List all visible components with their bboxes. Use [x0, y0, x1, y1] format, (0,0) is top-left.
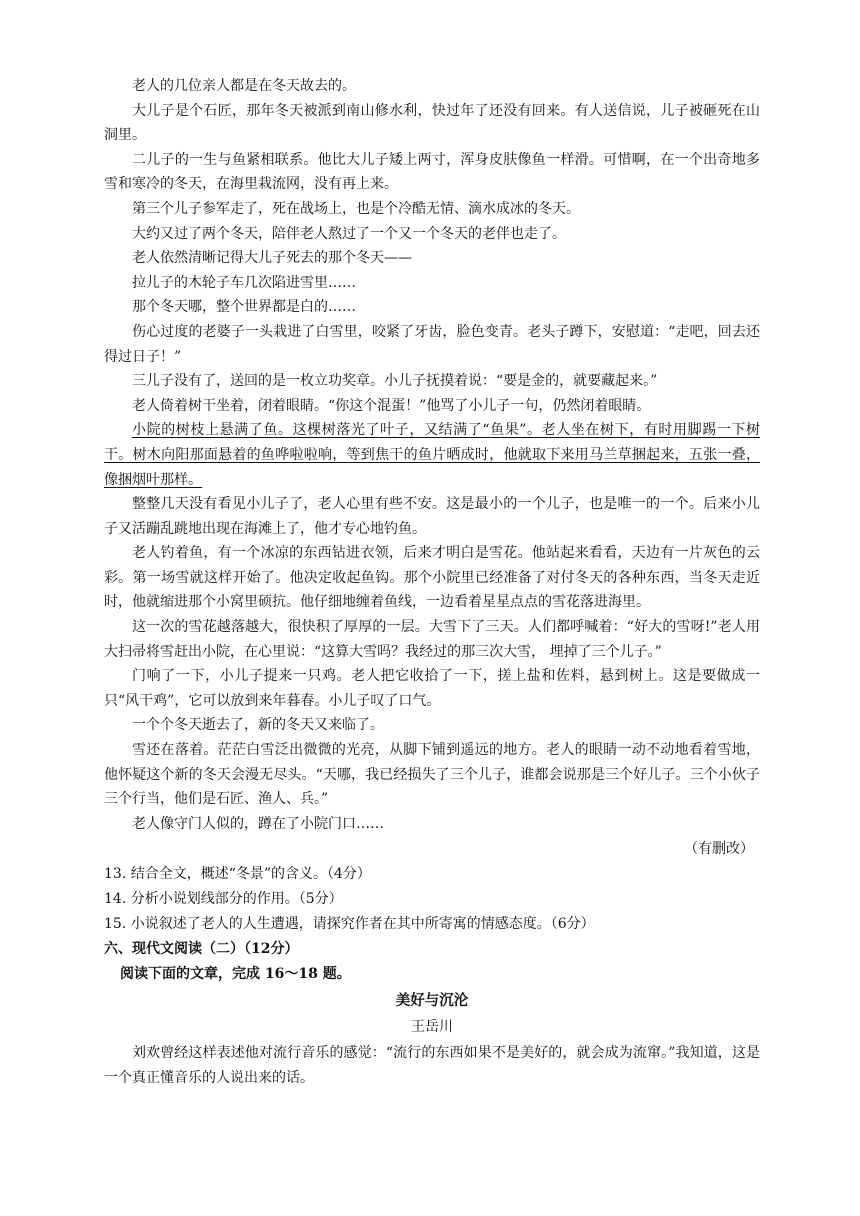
story-paragraph: 三儿子没有了，送回的是一枚立功奖章。小儿子抚摸着说：“要是金的，就要藏起来。” — [132, 373, 658, 390]
story-paragraph: 老人倚着树干坐着，闭着眼睛。“你这个混蛋！”他骂了小儿子一句，仍然闭着眼睛。 — [132, 397, 651, 414]
article-title: 美好与沉沦 — [395, 992, 469, 1010]
story-paragraph: 大约又过了两个冬天，陪伴老人熬过了一个又一个冬天的老伴也走了。 — [132, 225, 566, 242]
question-15: 15. 小说叙述了老人的人生遭遇，请探究作者在其中所寄寓的情感态度。（6分） — [104, 916, 595, 933]
questions-list — [104, 862, 760, 937]
question-14: 14. 分析小说划线部分的作用。（5分） — [104, 891, 343, 908]
story-paragraph: 老人像守门人似的，蹲在了小院门口…… — [132, 815, 384, 832]
article-paragraph: 刘欢曾经这样表述他对流行音乐的感觉：“流行的东西如果不是美好的，就会成为流窜。”我知道，这是一个真正懂音乐的人说出来的话。 — [104, 1045, 760, 1086]
story-paragraph: 大儿子是个石匠，那年冬天被派到南山修水利，快过年了还没有回来。有人送信说，儿子被砸死在山洞里。 — [104, 102, 760, 144]
story-paragraph: 老人钓着鱼，有一个冰凉的东西钻进衣领，后来才明白是雪花。他站起来看看，天边有一片灰色的云彩。第一场雪就这样开始了。他决定收起鱼钩。那个小院里已经准备了对付冬天的各种东西，当冬天走近时，他就缩进那个小窝里硕抗。他仔细地缠着鱼线，一边看着星星点点的雪花落进海里。 — [104, 545, 760, 611]
story-paragraph: 一个个冬天逝去了，新的冬天又来临了。 — [132, 717, 384, 734]
story-paragraph: 老人的几位亲人都是在冬天故去的。 — [132, 78, 356, 94]
story-paragraph: 伤心过度的老婆子一头栽进了白雪里，咬紧了牙齿，脸色变青。老头子蹲下，安慰道：“走吧，回去还得过日子！” — [104, 323, 760, 365]
story-paragraph: 老人依然清晰记得大儿子死去的那个冬天—— — [132, 250, 412, 267]
story-paragraph: 雪还在落着。茫茫白雪泛出微微的光亮，从脚下铺到遥远的地方。老人的眼睛一动不动地看着雪地，他怀疑这个新的冬天会漫无尽头。“天哪，我已经损失了三个儿子，谁都会说那是三个好儿子。三个小伙子三个行当，他们是石匠、渔人、兵。” — [104, 742, 760, 808]
story-paragraph: 门响了一下，小儿子提来一只鸡。老人把它收拾了一下，搓上盐和佐料，悬到树上。这是要做成一只“风干鸡”，它可以放到来年暮春。小儿子叹了口气。 — [104, 668, 760, 709]
page-content — [104, 74, 760, 1091]
story-paragraph: 这一次的雪花越落越大，很快积了厚厚的一层。大雪下了三天。人们都呼喊着：“好大的雪呀!”老人用大扫帚将雪赶出小院，在心里说：“这算大雪吗？我经过的那三次大雪， 埋掉了三个儿子。” — [104, 619, 760, 660]
underlined-passage: 小院的树枝上悬满了鱼。这棵树落光了叶子，又结满了“鱼果”。老人坐在树下，有时用脚踢一下树干。树木向阳那面悬着的鱼哗啦啦响，等到焦干的鱼片晒成时，他就取下来用马兰草捆起来，五张一叠，像捆烟叶那样。 — [104, 422, 760, 488]
story-text — [104, 74, 760, 862]
edit-note: （有删改） — [684, 841, 754, 858]
article-author: 王岳川 — [411, 1019, 453, 1036]
story-paragraph: 第三个儿子参军走了，死在战场上，也是个冷酷无情、滴水成冰的冬天。 — [132, 200, 580, 217]
question-13: 13. 结合全文，概述“冬景”的含义。（4分） — [104, 866, 371, 883]
story-paragraph: 那个冬天哪，整个世界都是白的…… — [132, 299, 356, 316]
story-paragraph: 拉儿子的木轮子车几次陷进雪里…… — [132, 274, 356, 291]
story-paragraph: 整整几天没有看见小儿子了，老人心里有些不安。这是最小的一个儿子，也是唯一的一个。后来小儿子又活蹦乱跳地出现在海滩上了，他才专心地钓鱼。 — [104, 496, 760, 537]
section-instruction: 阅读下面的文章，完成 16～18 题。 — [120, 966, 351, 983]
section-heading: 六、现代文阅读（二）（12分） — [104, 941, 299, 958]
story-paragraph: 二儿子的一生与鱼紧相联系。他比大儿子矮上两寸，浑身皮肤像鱼一样滑。可惜啊，在一个出奇地多雪和寒冷的冬天，在海里栽流网，没有再上来。 — [104, 151, 760, 193]
